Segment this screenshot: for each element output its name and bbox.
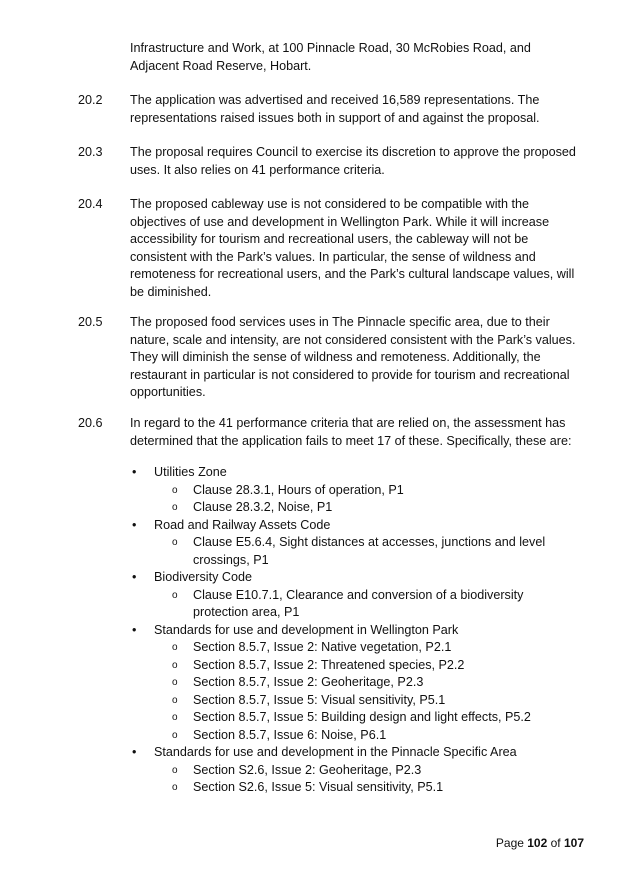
- circle-bullet-icon: o: [172, 694, 178, 706]
- current-page-number: 102: [527, 836, 548, 850]
- criteria-sublist: [154, 534, 580, 569]
- criteria-item: [154, 657, 580, 675]
- criteria-item-text: Section 8.5.7, Issue 5: Visual sensitivity, P5.1: [193, 692, 446, 707]
- criteria-item: [154, 762, 580, 780]
- criteria-group-label: Utilities Zone: [154, 465, 227, 479]
- criteria-group-label: Standards for use and development in Wellington Park: [154, 622, 459, 637]
- total-page-count: 107: [563, 836, 584, 850]
- paragraph-number: 20.5: [78, 315, 103, 329]
- bullet-icon: •: [132, 465, 137, 479]
- circle-bullet-icon: o: [172, 502, 178, 513]
- circle-bullet-icon: o: [172, 589, 178, 601]
- criteria-item-text: Section S2.6, Issue 2: Geoheritage, P2.3: [193, 762, 422, 777]
- circle-bullet-icon: o: [172, 484, 178, 496]
- criteria-item: [154, 499, 580, 517]
- circle-bullet-icon: o: [172, 659, 178, 671]
- criteria-item: [154, 482, 580, 500]
- circle-bullet-icon: o: [172, 729, 178, 741]
- criteria-item-text: Clause E5.6.4, Sight distances at accesses, junctions and level crossings, P1: [193, 535, 546, 567]
- circle-bullet-icon: o: [172, 642, 178, 653]
- criteria-list: [130, 464, 580, 797]
- circle-bullet-icon: o: [172, 537, 178, 548]
- bullet-icon: •: [132, 622, 137, 637]
- circle-bullet-icon: o: [172, 677, 178, 688]
- intro-continuation: Infrastructure and Work, at 100 Pinnacle Road, 30 McRobies Road, and Adjacent Road Reserve, Hobart.: [130, 41, 531, 73]
- criteria-sublist: [154, 762, 580, 797]
- paragraph-text: The proposal requires Council to exercise its discretion to approve the proposed uses. It also relies on 41 performance criteria.: [130, 145, 576, 177]
- paragraph-number: 20.4: [78, 197, 103, 211]
- criteria-item-text: Section S2.6, Issue 5: Visual sensitivity, P5.1: [193, 780, 444, 794]
- criteria-group: [130, 517, 580, 570]
- paragraph-text: In regard to the 41 performance criteria that are relied on, the assessment has determined that the application fails to meet 17 of these. Specifically, these are:: [130, 416, 572, 448]
- criteria-group: [130, 622, 580, 745]
- criteria-group-label: Standards for use and development in the Pinnacle Specific Area: [154, 745, 517, 759]
- criteria-item-text: Clause E10.7.1, Clearance and conversion of a biodiversity protection area, P1: [193, 587, 524, 619]
- criteria-item-text: Section 8.5.7, Issue 2: Threatened species, P2.2: [193, 657, 465, 672]
- criteria-item-text: Section 8.5.7, Issue 2: Native vegetation, P2.1: [193, 640, 452, 654]
- bullet-icon: •: [132, 517, 137, 532]
- bullet-icon: •: [132, 745, 137, 759]
- criteria-item: [154, 534, 580, 569]
- criteria-group: [130, 464, 580, 517]
- paragraph-number: 20.6: [78, 416, 103, 430]
- criteria-group: [130, 569, 580, 622]
- bullet-icon: •: [132, 570, 137, 584]
- criteria-item: [154, 779, 580, 797]
- criteria-item-text: Clause 28.3.2, Noise, P1: [193, 500, 333, 514]
- criteria-group-label: Biodiversity Code: [154, 570, 252, 584]
- page-of-label: of: [547, 836, 564, 850]
- criteria-sublist: [154, 482, 580, 517]
- page-label: Page: [495, 836, 528, 850]
- criteria-item: [154, 727, 580, 745]
- circle-bullet-icon: o: [172, 782, 178, 793]
- criteria-item: [154, 639, 580, 657]
- criteria-group-label: Road and Railway Assets Code: [154, 517, 331, 532]
- criteria-sublist: [154, 639, 580, 744]
- criteria-item-text: Section 8.5.7, Issue 2: Geoheritage, P2.3: [193, 675, 424, 689]
- page-number-footer: [496, 836, 584, 850]
- criteria-item-text: Section 8.5.7, Issue 5: Building design and light effects, P5.2: [193, 710, 531, 724]
- criteria-item: [154, 709, 580, 727]
- criteria-sublist: [154, 587, 580, 622]
- circle-bullet-icon: o: [172, 712, 178, 723]
- paragraph-number: 20.3: [78, 145, 103, 159]
- circle-bullet-icon: o: [172, 764, 178, 776]
- paragraph-text: The application was advertised and received 16,589 representations. The representations raised issues both in support of and against the proposal.: [130, 93, 540, 125]
- paragraph-text: The proposed food services uses in The Pinnacle specific area, due to their nature, scale and intensity, are not considered consistent with the Park’s values. They will diminish the sense of wildness and remoteness. Additionally, the restaurant in particular is not considered to provide for tourism and recreational opportunities.: [130, 315, 576, 399]
- paragraph-text: The proposed cableway use is not considered to be compatible with the objectives of use and development in Wellington Park. While it will increase accessibility for tourism and recreational users, the cableway will not be consistent with the Park’s values. In particular, the sense of wildness and remoteness for recreational users, and the Park’s cultural landscape values, will be diminished.: [130, 197, 575, 299]
- criteria-item: [154, 674, 580, 692]
- criteria-group: [130, 744, 580, 797]
- paragraph-number: 20.2: [78, 93, 103, 107]
- criteria-item-text: Clause 28.3.1, Hours of operation, P1: [193, 482, 404, 497]
- criteria-item: [154, 692, 580, 710]
- criteria-item-text: Section 8.5.7, Issue 6: Noise, P6.1: [193, 727, 387, 742]
- criteria-item: [154, 587, 580, 622]
